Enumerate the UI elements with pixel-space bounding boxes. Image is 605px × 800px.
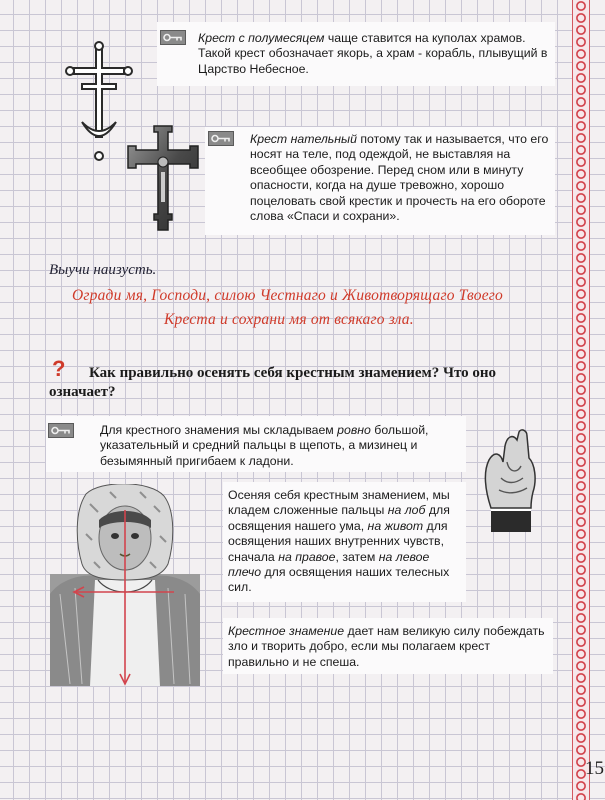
term-sign-of-cross: Крестное знамение xyxy=(228,624,345,638)
text-block-sign-meaning: Осеняя себя крестным знамением, мы кладем сложенные пальцы на лоб для освящения нашего ума, на живот для освящения наших внутренних чувств, сначала на правое, затем на левое плечо для освящения наших телесных сил. xyxy=(228,488,450,595)
praying-girl-illustration xyxy=(50,484,200,686)
text-block-pectoral-cross: Крест нательный потому так и называется, что его носят на теле, под одеждой, не выставляя на всеобщее обозрение. Перед сном или в минуту опасности, когда на душе тревожно, хорошо поцеловать свой крестик и прочесть на его обороте слова «Спаси и сохрани». xyxy=(250,132,549,224)
decorative-border xyxy=(572,0,590,800)
text-block-sign-power: Крестное знамение дает нам великую силу побеждать зло и творить добро, если мы полагаем крест правильно и не спеша. xyxy=(228,624,545,669)
memorize-heading: Выучи наизусть. xyxy=(49,262,157,278)
question-mark-icon: ? xyxy=(52,356,66,381)
text-block-crescent-cross: Крест с полумесяцем чаще ставится на куполах храмов. Такой крест обозначает якорь, а храм - корабль, плывущий в Царство Небесное. xyxy=(198,31,548,76)
prayer-line-1: Огради мя, Господи, силою Честнаго и Животворящаго Твоего xyxy=(72,287,503,304)
page-number: 15 xyxy=(585,758,604,779)
hand-sign-icon xyxy=(477,428,547,538)
pectoral-cross-icon xyxy=(124,122,202,234)
term-pectoral-cross: Крест нательный xyxy=(250,132,357,146)
key-icon xyxy=(48,423,74,438)
term-crescent-cross: Крест с полумесяцем xyxy=(198,31,325,45)
text-block-finger-position: Для крестного знамения мы складываем ровно большой, указательный и средний пальцы в щепоть, а мизинец и безымянный пригибаем к ладони. xyxy=(100,423,429,468)
key-icon xyxy=(160,30,186,45)
question-heading: Как правильно осенять себя крестным знамением? Что оно означает? xyxy=(49,365,497,400)
key-icon xyxy=(208,131,234,146)
prayer-line-2: Креста и сохрани мя от всякаго зла. xyxy=(164,311,414,328)
